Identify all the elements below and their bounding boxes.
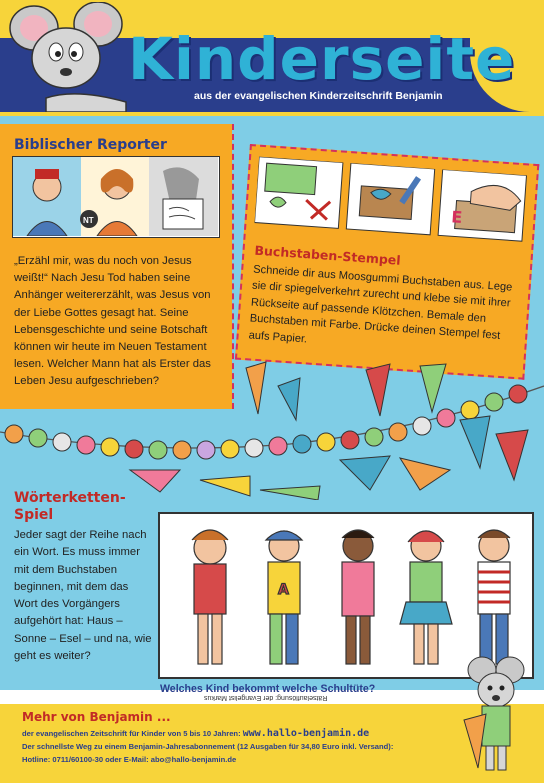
page-subtitle: aus der evangelischen Kinderzeitschrift Benjamin — [194, 90, 443, 102]
garland-illustration-icon — [0, 360, 544, 500]
reporter-text: „Erzähl mir, was du noch von Jesus weißt!“ Nach Jesu Tod haben seine Anhänger weitererzählt, was Jesus von der Liebe Gottes gesagt hat. Seine Lebensgeschichte und seine Botschaft können wir heute im Neuen Testament lesen. Welcher Mann hat als Erster das Leben Jesu aufgeschrieben? — [14, 255, 211, 388]
woerter-title: Wörterketten-Spiel — [14, 490, 126, 523]
website-link[interactable]: www.hallo-benjamin.de — [242, 728, 370, 739]
footer-title: Mehr von Benjamin ... — [22, 710, 171, 724]
kids-question: Welches Kind bekommt welche Schultüte? — [160, 683, 376, 695]
svg-text:E: E — [450, 207, 463, 227]
reporter-illustration — [12, 156, 220, 238]
stempel-title: Buchstaben-Stempel — [254, 242, 402, 268]
footer-line-1 — [22, 728, 369, 739]
woerter-text: Jeder sagt der Reihe nach ein Wort. Es muss immer mit dem Buchstaben beginnen, mit dem das Wort des Vorgängers aufgehört hat: Haus – Sonne – Esel – und na, wie geht es weiter? — [14, 529, 152, 663]
page-title: Kinderseite — [128, 25, 516, 93]
stempel-illustration-icon — [254, 157, 528, 246]
reporter-comic-icon — [13, 157, 218, 236]
stempel-text: Schneide dir aus Moosgummi Buchstaben aus. Lege sie dir spiegelverkehrt zurecht und klebe sie mit ihrer Rückseite auf passende Klötzchen. Bemale den Buchstaben mit Farbe. Drücke deinen Stempel fest aufs Papier. — [248, 263, 513, 346]
footer-line-2: Der schnellste Weg zu einem Benjamin-Jahresabonnement (12 Ausgaben für 34,80 Euro inkl. Versand): — [22, 742, 394, 751]
puzzle-solution: Rätselauflösung: der Evangelist Markus — [204, 694, 328, 701]
nt-label: NT — [83, 216, 94, 225]
footer-line-1-text: der evangelischen Zeitschrift für Kinder von 5 bis 10 Jahren: — [22, 729, 241, 738]
mouse-mascot-icon — [6, 2, 146, 112]
mouse-with-schooltuete-icon — [456, 650, 536, 780]
stempel-panel — [235, 144, 539, 380]
reporter-title: Biblischer Reporter — [14, 137, 167, 153]
footer-line-3: Hotline: 0711/60100-30 oder E-Mail: abo@hallo-benjamin.de — [22, 755, 237, 764]
svg-text:A: A — [278, 582, 289, 598]
